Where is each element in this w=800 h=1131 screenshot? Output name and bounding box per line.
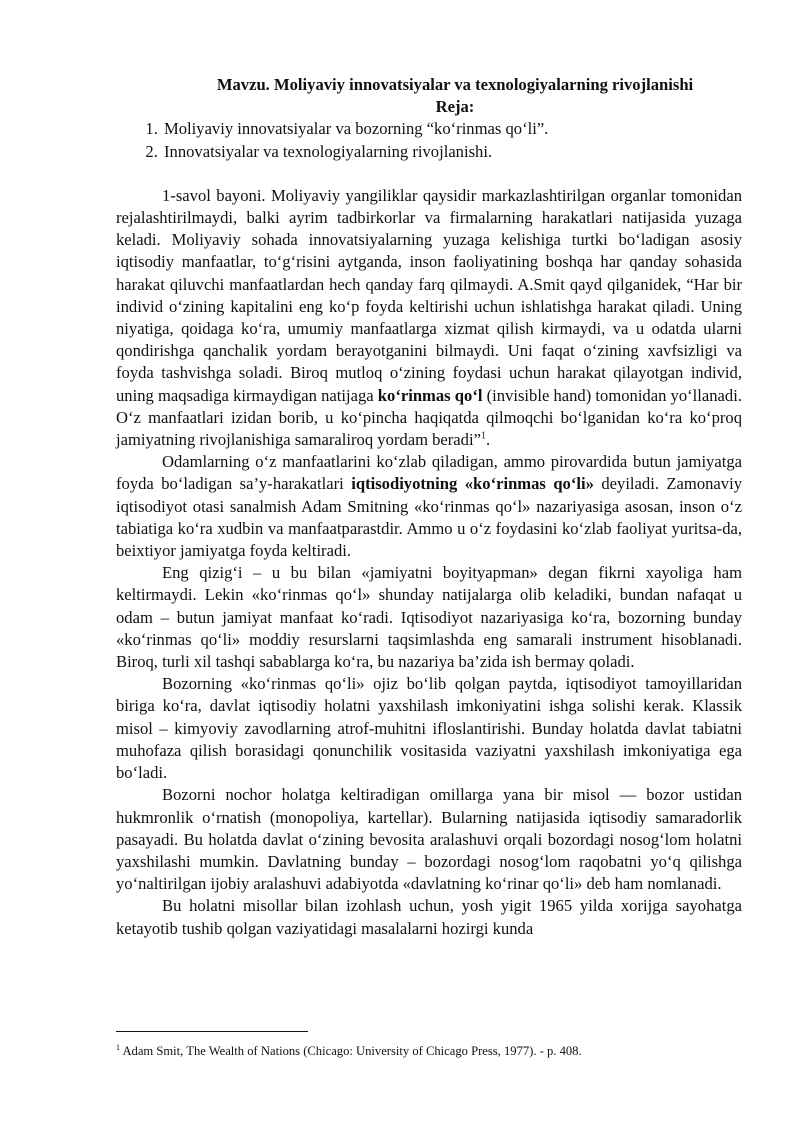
footnote-divider: [116, 1031, 308, 1032]
plan-list: [116, 118, 742, 162]
paragraph-1-text: 1-savol bayoni. Moliyaviy yangiliklar qaysidir markazlashtirilgan organlar tomonidan rejalashtirilmaydi, balki ayrim tadbirkorlar va firmalarning harakatlari natijasida yuzaga keladi. Moliyaviy sohada innovatsiyalarning yuzaga kelishiga turtki bo‘ladigan asosiy iqtisodiy manfaatlar, to‘g‘risini aytganda, inson faoliyatining boshqa har qanday sohasida harakat qiluvchi manfaatlardan hech qanday farq qilmaydi. A.Smit qayd qilganidek, “Har bir individ o‘zining kapitalini eng ko‘p foyda keltirishi uchun ishlatishga harakat qiladi. Uning niyatiga, qoidaga ko‘ra, umumiy manfaatlarga xizmat qilish kirmaydi, va u odatda ularni qondirishga qanchalik yordam berayotganini bilmaydi. Uni faqat o‘zining xavfsizligi va foyda tashvishga soladi. Biroq mutloq o‘zining foydasi uchun harakat qilayotgan individ, uning maqsadiga kirmaydigan natijaga: [116, 185, 742, 405]
paragraph-4: Bozorning «ko‘rinmas qo‘li» ojiz bo‘lib qolgan paytda, iqtisodiyot tamoyillaridan biriga ko‘ra, davlat iqtisodiy holatni yaxshilash imkoniyatini ishga solishi kerak. Klassik misol – kimyoviy zavodlarning atrof-muhitni ifloslantirishi. Bunday holatda davlat tabiatni muhofaza qilish borasidagi qonunchilik vositasida vaziyatni yaxshilash imkoniyatiga ega bo‘ladi.: [116, 674, 742, 783]
document-title: Mavzu. Moliyaviy innovatsiyalar va texnologiyalarning rivojlanishi: [216, 75, 694, 94]
paragraph-3: Eng qizig‘i – u bu bilan «jamiyatni boyityapman» degan fikrni xayoliga ham keltirmaydi. Lekin «ko‘rinmas qo‘l» shunday natijalarga olib keladiki, bundan nafaqat u odam – butun jamiyat manfaat ko‘radi. Iqtisodiyot nazariyasiga ko‘ra, bozorning bunday «ko‘rinmas qo‘li» moddiy resurslarni taqsimlashda eng samarali instrument hisoblanadi. Biroq, turli xil tashqi sabablarga ko‘ra, bu nazariya ba’zida ish bermay qoladi.: [116, 563, 742, 672]
paragraph-2-text: Odamlarning o‘z manfaatlarini ko‘zlab qiladigan, ammo pirovardida butun jamiyatga foyda bo‘ladigan sa’y-harakatlari: [116, 452, 742, 494]
paragraph-1: [116, 185, 742, 451]
plan-item: 1. Moliyaviy innovatsiyalar va bozorning “ko‘rinmas qo‘li”.: [162, 118, 742, 140]
document-page: [116, 74, 742, 940]
paragraph-1-end: .: [485, 430, 491, 450]
footnote-reference[interactable]: 1: [480, 430, 486, 442]
paragraph-2-bold: iqtisodiyotning «ko‘rinmas qo‘li»: [351, 474, 594, 494]
footnote-marker: 1: [116, 1043, 120, 1052]
plan-item: 2. Innovatsiyalar va texnologiyalarning rivojlanishi.: [162, 141, 742, 163]
paragraph-6: Bu holatni misollar bilan izohlash uchun, yosh yigit 1965 yilda xorijga sayohatga ketayotib tushib qolgan vaziyatidagi masalalarni hozirgi kunda: [116, 896, 742, 938]
paragraph-2: [116, 451, 742, 562]
paragraph-2-text-cont: deyiladi. Zamonaviy iqtisodiyot otasi sanalmish Adam Smitning «ko‘rinmas qo‘l» nazariyasiga asosan, inson o‘z tabiatiga ko‘ra xudbin va manfaatparastdir. Ammo u o‘z foydasini ko‘zlab faoliyat yuritsa-da, beixtiyor jamiyatga foyda keltiradi.: [116, 474, 742, 561]
plan-heading: Reja:: [435, 97, 475, 117]
paragraph-1-bold: ko‘rinmas qo‘l: [377, 385, 483, 405]
footnote: [116, 1040, 742, 1059]
footnote-text: Adam Smit, The Wealth of Nations (Chicago: University of Chicago Press, 1977). - p. 408.: [120, 1044, 582, 1059]
paragraph-5: Bozorni nochor holatga keltiradigan omillarga yana bir misol — bozor ustidan hukmronlik o‘rnatish (monopoliya, kartellar). Bularning natijasida iqtisodiy samaradorlik pasayadi. Bu holatda davlat o‘zining bevosita aralashuvi orqali bozordagi nosog‘lom holatni yaxshilashi mumkin. Davlatning bunday – bozordagi nosog‘lom raqobatni yo‘q qilishga yo‘naltirilgan ijobiy aralashuvi adabiyotda «davlatning ko‘rinar qo‘li» deb ham nomlanadi.: [116, 785, 742, 894]
paragraph-1-text-cont: (invisible hand) tomonidan yo‘llanadi. O‘z manfaatlari izidan borib, u ko‘pincha haqiqatda qilmoqchi bo‘lganidan ko‘ra ko‘proq jamiyatning rivojlanishiga samaraliroq yordam beradi”: [116, 385, 742, 450]
